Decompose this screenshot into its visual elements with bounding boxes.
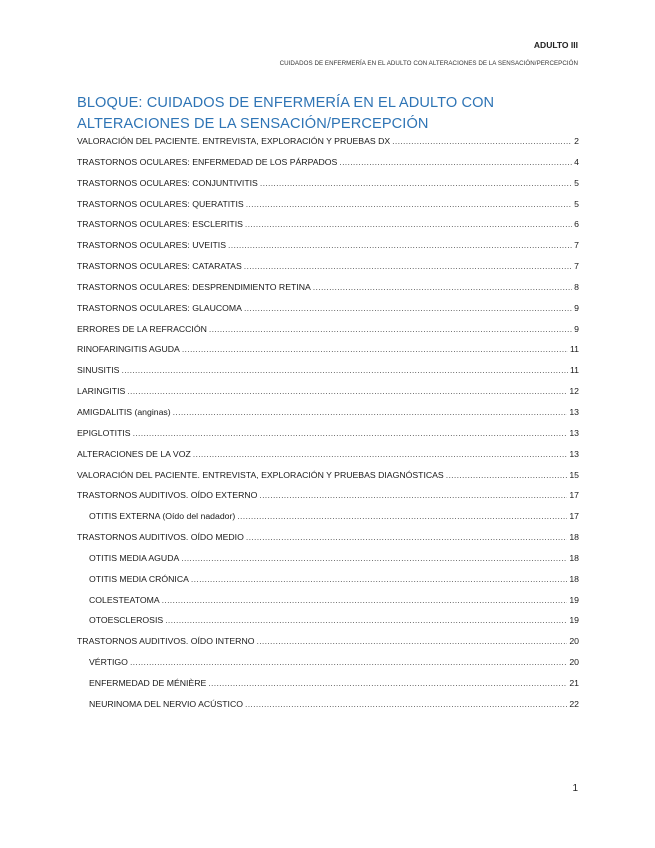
toc-entry-page[interactable]: 21: [569, 677, 579, 688]
page-number: 1: [572, 783, 578, 794]
toc-entry-label[interactable]: TRASTORNOS OCULARES: ESCLERITIS: [77, 219, 243, 230]
toc-entry-label[interactable]: TRASTORNOS AUDITIVOS. OÍDO EXTERNO: [77, 490, 258, 501]
header-subtitle: CUIDADOS DE ENFERMERÍA EN EL ADULTO CON ALTERACIONES DE LA SENSACIÓN/PERCEPCIÓN: [279, 60, 578, 67]
toc-dot-leader: [191, 574, 567, 584]
toc-entry-label[interactable]: VÉRTIGO: [89, 657, 128, 668]
toc-entry[interactable]: [77, 136, 579, 157]
toc-entry-page[interactable]: 5: [574, 177, 579, 188]
toc-entry-label[interactable]: TRASTORNOS OCULARES: CONJUNTIVITIS: [77, 177, 258, 188]
toc-dot-leader: [260, 178, 572, 188]
toc-dot-leader: [245, 699, 567, 709]
toc-entry[interactable]: [77, 365, 579, 386]
toc-entry-label[interactable]: EPIGLOTITIS: [77, 427, 131, 438]
toc-dot-leader: [193, 449, 568, 459]
toc-dot-leader: [339, 157, 572, 167]
toc-dot-leader: [244, 303, 572, 313]
toc-entry-page[interactable]: 17: [569, 490, 579, 501]
toc-entry-page[interactable]: 18: [569, 573, 579, 584]
block-title: BLOQUE: CUIDADOS DE ENFERMERÍA EN EL ADULTO CON ALTERACIONES DE LA SENSACIÓN/PERCEPCIÓN: [77, 95, 495, 132]
toc-entry[interactable]: [77, 282, 579, 303]
toc-entry[interactable]: [77, 574, 579, 595]
toc-entry-page[interactable]: 13: [569, 406, 579, 417]
toc-entry[interactable]: [77, 219, 579, 240]
toc-entry-page[interactable]: 8: [574, 281, 579, 292]
toc-entry-label[interactable]: ALTERACIONES DE LA VOZ: [77, 448, 191, 459]
toc-entry-label[interactable]: OTITIS EXTERNA (Oído del nadador): [89, 511, 236, 522]
toc-entry-page[interactable]: 6: [574, 219, 579, 230]
toc-entry-page[interactable]: 5: [574, 198, 579, 209]
toc-dot-leader: [256, 636, 567, 646]
toc-entry[interactable]: [77, 553, 579, 574]
toc-dot-leader: [133, 428, 568, 438]
toc-entry[interactable]: [77, 699, 579, 720]
toc-dot-leader: [228, 240, 572, 250]
toc-dot-leader: [313, 282, 572, 292]
toc-entry-page[interactable]: 11: [569, 344, 579, 355]
toc-entry[interactable]: [77, 178, 579, 199]
toc-entry-label[interactable]: NEURINOMA DEL NERVIO ACÚSTICO: [89, 698, 243, 709]
toc-entry-label[interactable]: OTITIS MEDIA AGUDA: [89, 552, 180, 563]
toc-dot-leader: [162, 595, 568, 605]
toc-entry-label[interactable]: VALORACIÓN DEL PACIENTE. ENTREVISTA, EXPLORACIÓN Y PRUEBAS DX: [77, 136, 391, 146]
toc-entry-label[interactable]: ERRORES DE LA REFRACCIÓN: [77, 323, 207, 334]
toc-entry-label[interactable]: OTOESCLEROSIS: [89, 615, 164, 626]
toc-entry[interactable]: [77, 678, 579, 699]
toc-dot-leader: [246, 532, 567, 542]
toc-entry[interactable]: [77, 324, 579, 345]
header-title: ADULTO III: [533, 40, 578, 50]
toc-dot-leader: [208, 678, 567, 688]
toc-dot-leader: [245, 219, 572, 229]
toc-entry-page[interactable]: 17: [569, 511, 579, 522]
toc-entry-label[interactable]: SINUSITIS: [77, 365, 120, 376]
toc-entry-label[interactable]: TRASTORNOS OCULARES: QUERATITIS: [77, 198, 244, 209]
toc-entry-label[interactable]: TRASTORNOS OCULARES: GLAUCOMA: [77, 302, 242, 313]
toc-entry[interactable]: [77, 199, 579, 220]
toc-dot-leader: [181, 553, 567, 563]
table-of-contents: [77, 136, 579, 720]
toc-entry[interactable]: [77, 344, 579, 365]
toc-entry-label[interactable]: RINOFARINGITIS AGUDA: [77, 344, 180, 355]
toc-dot-leader: [446, 470, 568, 480]
toc-entry-page[interactable]: 18: [569, 532, 579, 543]
toc-entry[interactable]: [77, 449, 579, 470]
toc-entry-page[interactable]: 13: [569, 448, 579, 459]
toc-dot-leader: [392, 136, 572, 146]
toc-entry[interactable]: [77, 490, 579, 511]
toc-entry-page[interactable]: 4: [574, 156, 579, 167]
toc-dot-leader: [209, 324, 572, 334]
toc-entry-page[interactable]: 13: [569, 427, 579, 438]
toc-entry-label[interactable]: COLESTEATOMA: [89, 594, 160, 605]
toc-dot-leader: [127, 386, 567, 396]
toc-entry-label[interactable]: TRASTORNOS OCULARES: UVEITIS: [77, 240, 227, 251]
toc-entry-page[interactable]: 2: [574, 136, 579, 146]
toc-entry-page[interactable]: 7: [574, 261, 579, 272]
toc-entry-label[interactable]: TRASTORNOS AUDITIVOS. OÍDO INTERNO: [77, 636, 255, 647]
toc-entry[interactable]: [77, 240, 579, 261]
toc-entry[interactable]: [77, 636, 579, 657]
toc-entry-label[interactable]: TRASTORNOS OCULARES: DESPRENDIMIENTO RETINA: [77, 281, 311, 292]
toc-entry-page[interactable]: 15: [569, 469, 579, 480]
toc-entry[interactable]: [77, 511, 579, 532]
toc-entry-label[interactable]: VALORACIÓN DEL PACIENTE. ENTREVISTA, EXPLORACIÓN Y PRUEBAS DIAGNÓSTICAS: [77, 469, 444, 480]
toc-dot-leader: [173, 407, 568, 417]
toc-entry[interactable]: [77, 407, 579, 428]
toc-entry[interactable]: [77, 532, 579, 553]
toc-entry-label[interactable]: TRASTORNOS OCULARES: CATARATAS: [77, 261, 242, 272]
toc-entry[interactable]: [77, 595, 579, 616]
toc-dot-leader: [237, 511, 567, 521]
toc-entry-page[interactable]: 7: [574, 240, 579, 251]
toc-entry-page[interactable]: 9: [574, 323, 579, 334]
toc-dot-leader: [130, 657, 567, 667]
toc-entry-page[interactable]: 9: [574, 302, 579, 313]
toc-entry[interactable]: [77, 157, 579, 178]
toc-entry-page[interactable]: 20: [569, 657, 579, 668]
toc-entry-page[interactable]: 19: [569, 594, 579, 605]
toc-dot-leader: [259, 490, 567, 500]
toc-entry[interactable]: [77, 657, 579, 678]
toc-entry-page[interactable]: 20: [569, 636, 579, 647]
toc-entry[interactable]: [77, 261, 579, 282]
toc-entry-page[interactable]: 18: [569, 552, 579, 563]
toc-entry[interactable]: [77, 615, 579, 636]
toc-dot-leader: [182, 344, 568, 354]
toc-entry-label[interactable]: OTITIS MEDIA CRÓNICA: [89, 573, 189, 584]
toc-entry-page[interactable]: 12: [569, 386, 579, 397]
toc-entry[interactable]: [77, 386, 579, 407]
toc-entry-page[interactable]: 19: [569, 615, 579, 626]
toc-entry-label[interactable]: ENFERMEDAD DE MÉNIÈRE: [89, 677, 207, 688]
toc-entry-page[interactable]: 22: [569, 698, 579, 709]
toc-dot-leader: [165, 615, 567, 625]
toc-entry-label[interactable]: TRASTORNOS AUDITIVOS. OÍDO MEDIO: [77, 532, 244, 543]
toc-entry-page[interactable]: 11: [569, 365, 579, 376]
toc-entry-label[interactable]: TRASTORNOS OCULARES: ENFERMEDAD DE LOS PÁRPADOS: [77, 156, 338, 167]
toc-dot-leader: [246, 199, 572, 209]
toc-entry[interactable]: [77, 303, 579, 324]
toc-entry[interactable]: [77, 470, 579, 491]
toc-entry[interactable]: [77, 428, 579, 449]
toc-entry-label[interactable]: LARINGITIS: [77, 386, 126, 397]
toc-dot-leader: [244, 261, 572, 271]
toc-entry-label[interactable]: AMIGDALITIS (anginas): [77, 406, 171, 417]
toc-dot-leader: [121, 365, 567, 375]
